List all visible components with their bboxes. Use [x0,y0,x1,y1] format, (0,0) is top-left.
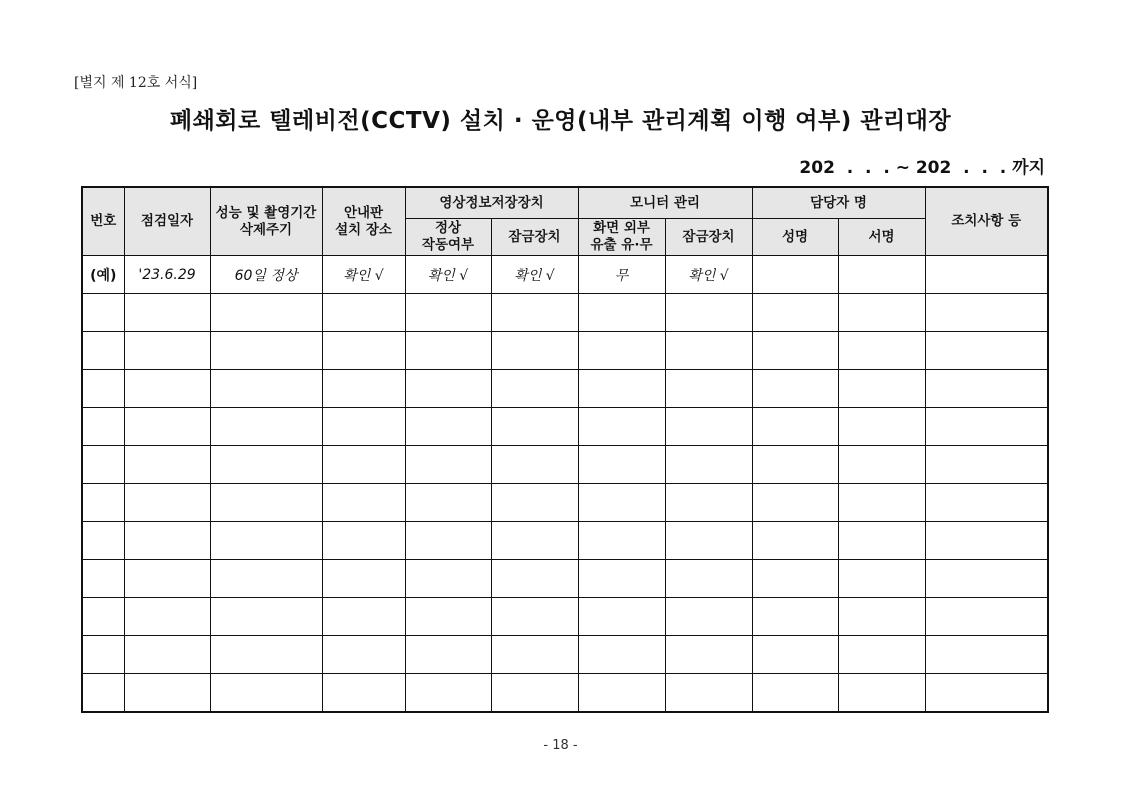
example-signboard-cell: 확인 √ [322,256,405,294]
inspect-date-cell [124,598,210,636]
storage-lock-cell [491,332,578,370]
number-cell [82,370,124,408]
header-storage-normal-line2: 작동여부 [421,237,475,253]
header-inspect-date: 점검일자 [124,187,210,256]
number-cell [82,332,124,370]
inspect-date-cell [124,674,210,713]
manager-name-cell [752,484,838,522]
actions-cell [925,446,1048,484]
monitor-lock-cell [665,294,752,332]
actions-cell [925,408,1048,446]
monitor-lock-cell [665,674,752,713]
signboard-cell [322,484,405,522]
header-monitor-group: 모니터 관리 [578,187,752,219]
signboard-cell [322,446,405,484]
header-monitor-exposure-line2: 유출 유·무 [590,237,653,253]
header-actions: 조치사항 등 [925,187,1048,256]
manager-sign-cell [838,446,925,484]
manager-sign-cell [838,332,925,370]
actions-cell [925,636,1048,674]
header-performance-retention [210,187,322,256]
monitor-exposure-cell [578,370,665,408]
manager-name-cell [752,522,838,560]
document-title: 폐쇄회로 텔레비전(CCTV) 설치 · 운영(내부 관리계획 이행 여부) 관리대장 [169,108,952,134]
header-storage-normal-line1: 정상 [434,220,462,236]
storage-lock-cell [491,522,578,560]
actions-cell [925,294,1048,332]
signboard-cell [322,636,405,674]
performance-cell [210,560,322,598]
header-signboard-location [322,187,405,256]
performance-cell [210,370,322,408]
actions-cell [925,560,1048,598]
storage-normal-cell [405,560,491,598]
actions-cell [925,370,1048,408]
storage-normal-cell [405,446,491,484]
storage-normal-cell [405,598,491,636]
monitor-lock-cell [665,370,752,408]
inspect-date-cell [124,294,210,332]
performance-cell [210,408,322,446]
inspect-date-cell [124,408,210,446]
signboard-cell [322,294,405,332]
number-cell [82,446,124,484]
manager-name-cell [752,598,838,636]
header-monitor-exposure [578,219,665,256]
storage-lock-cell [491,560,578,598]
page-number: - 18 - [543,738,578,753]
manager-sign-cell [838,598,925,636]
table-row [82,560,1048,598]
storage-normal-cell [405,332,491,370]
storage-normal-cell [405,408,491,446]
monitor-exposure-cell [578,674,665,713]
manager-name-cell [752,408,838,446]
header-manager-name: 성명 [752,219,838,256]
monitor-exposure-cell [578,332,665,370]
header-monitor-lock: 잠금장치 [665,219,752,256]
signboard-cell [322,370,405,408]
storage-normal-cell [405,370,491,408]
header-monitor-exposure-line1: 화면 외부 [593,220,650,236]
storage-lock-cell [491,408,578,446]
example-manager-name-cell [752,256,838,294]
header-storage-device-group: 영상정보저장장치 [405,187,578,219]
example-monitor-exposure-cell: 무 [578,256,665,294]
manager-sign-cell [838,408,925,446]
inspect-date-cell [124,560,210,598]
storage-normal-cell [405,636,491,674]
monitor-exposure-cell [578,294,665,332]
manager-sign-cell [838,522,925,560]
manager-name-cell [752,294,838,332]
number-cell [82,408,124,446]
performance-cell [210,598,322,636]
performance-cell [210,484,322,522]
actions-cell [925,674,1048,713]
header-storage-lock: 잠금장치 [491,219,578,256]
performance-cell [210,332,322,370]
ledger-body [82,256,1048,713]
table-row [82,484,1048,522]
signboard-cell [322,560,405,598]
period-range: 202 . . . ~ 202 . . . 까지 [799,158,1045,178]
actions-cell [925,484,1048,522]
manager-sign-cell [838,484,925,522]
table-row [82,598,1048,636]
header-signboard-line2: 설치 장소 [335,221,392,238]
performance-cell [210,446,322,484]
monitor-lock-cell [665,522,752,560]
cctv-management-ledger-table [81,186,1049,713]
monitor-exposure-cell [578,560,665,598]
table-row [82,522,1048,560]
storage-normal-cell [405,674,491,713]
signboard-cell [322,522,405,560]
number-cell [82,522,124,560]
table-row [82,674,1048,713]
monitor-exposure-cell [578,598,665,636]
number-cell [82,674,124,713]
monitor-exposure-cell [578,522,665,560]
performance-cell [210,636,322,674]
monitor-lock-cell [665,332,752,370]
storage-lock-cell [491,674,578,713]
monitor-lock-cell [665,636,752,674]
manager-sign-cell [838,636,925,674]
example-performance-cell: 60일 정상 [210,256,322,294]
inspect-date-cell [124,522,210,560]
actions-cell [925,332,1048,370]
manager-name-cell [752,560,838,598]
monitor-exposure-cell [578,636,665,674]
inspect-date-cell [124,636,210,674]
number-cell [82,294,124,332]
header-signboard-line1: 안내판 [343,204,384,221]
table-row [82,370,1048,408]
signboard-cell [322,674,405,713]
inspect-date-cell [124,332,210,370]
storage-lock-cell [491,636,578,674]
example-inspect-date-cell: '23.6.29 [124,256,210,294]
storage-normal-cell [405,522,491,560]
storage-lock-cell [491,446,578,484]
example-manager-sign-cell [838,256,925,294]
manager-name-cell [752,674,838,713]
form-label: [별지 제 12호 서식] [74,75,198,91]
performance-cell [210,674,322,713]
inspect-date-cell [124,446,210,484]
monitor-exposure-cell [578,408,665,446]
example-storage-normal-cell: 확인 √ [405,256,491,294]
number-cell [82,484,124,522]
manager-sign-cell [838,294,925,332]
header-performance-line2: 삭제주기 [239,221,293,238]
table-row [82,446,1048,484]
actions-cell [925,598,1048,636]
performance-cell [210,294,322,332]
storage-lock-cell [491,598,578,636]
manager-sign-cell [838,560,925,598]
inspect-date-cell [124,484,210,522]
storage-lock-cell [491,370,578,408]
number-cell [82,636,124,674]
example-monitor-lock-cell: 확인 √ [665,256,752,294]
example-row [82,256,1048,294]
storage-lock-cell [491,484,578,522]
monitor-exposure-cell [578,446,665,484]
signboard-cell [322,332,405,370]
header-number: 번호 [82,187,124,256]
table-row [82,332,1048,370]
header-manager-group: 담당자 명 [752,187,925,219]
table-row [82,408,1048,446]
performance-cell [210,522,322,560]
table-row [82,636,1048,674]
manager-name-cell [752,332,838,370]
manager-name-cell [752,636,838,674]
number-cell [82,560,124,598]
monitor-lock-cell [665,408,752,446]
header-manager-sign: 서명 [838,219,925,256]
table-row [82,294,1048,332]
header-performance-line1: 성능 및 촬영기간 [215,204,317,221]
storage-normal-cell [405,294,491,332]
signboard-cell [322,408,405,446]
example-actions-cell [925,256,1048,294]
monitor-lock-cell [665,484,752,522]
header-storage-normal [405,219,491,256]
signboard-cell [322,598,405,636]
example-storage-lock-cell: 확인 √ [491,256,578,294]
manager-sign-cell [838,674,925,713]
manager-name-cell [752,446,838,484]
monitor-lock-cell [665,446,752,484]
manager-name-cell [752,370,838,408]
storage-lock-cell [491,294,578,332]
actions-cell [925,522,1048,560]
manager-sign-cell [838,370,925,408]
inspect-date-cell [124,370,210,408]
monitor-lock-cell [665,560,752,598]
example-number-cell: (예) [82,256,124,294]
monitor-exposure-cell [578,484,665,522]
storage-normal-cell [405,484,491,522]
monitor-lock-cell [665,598,752,636]
number-cell [82,598,124,636]
